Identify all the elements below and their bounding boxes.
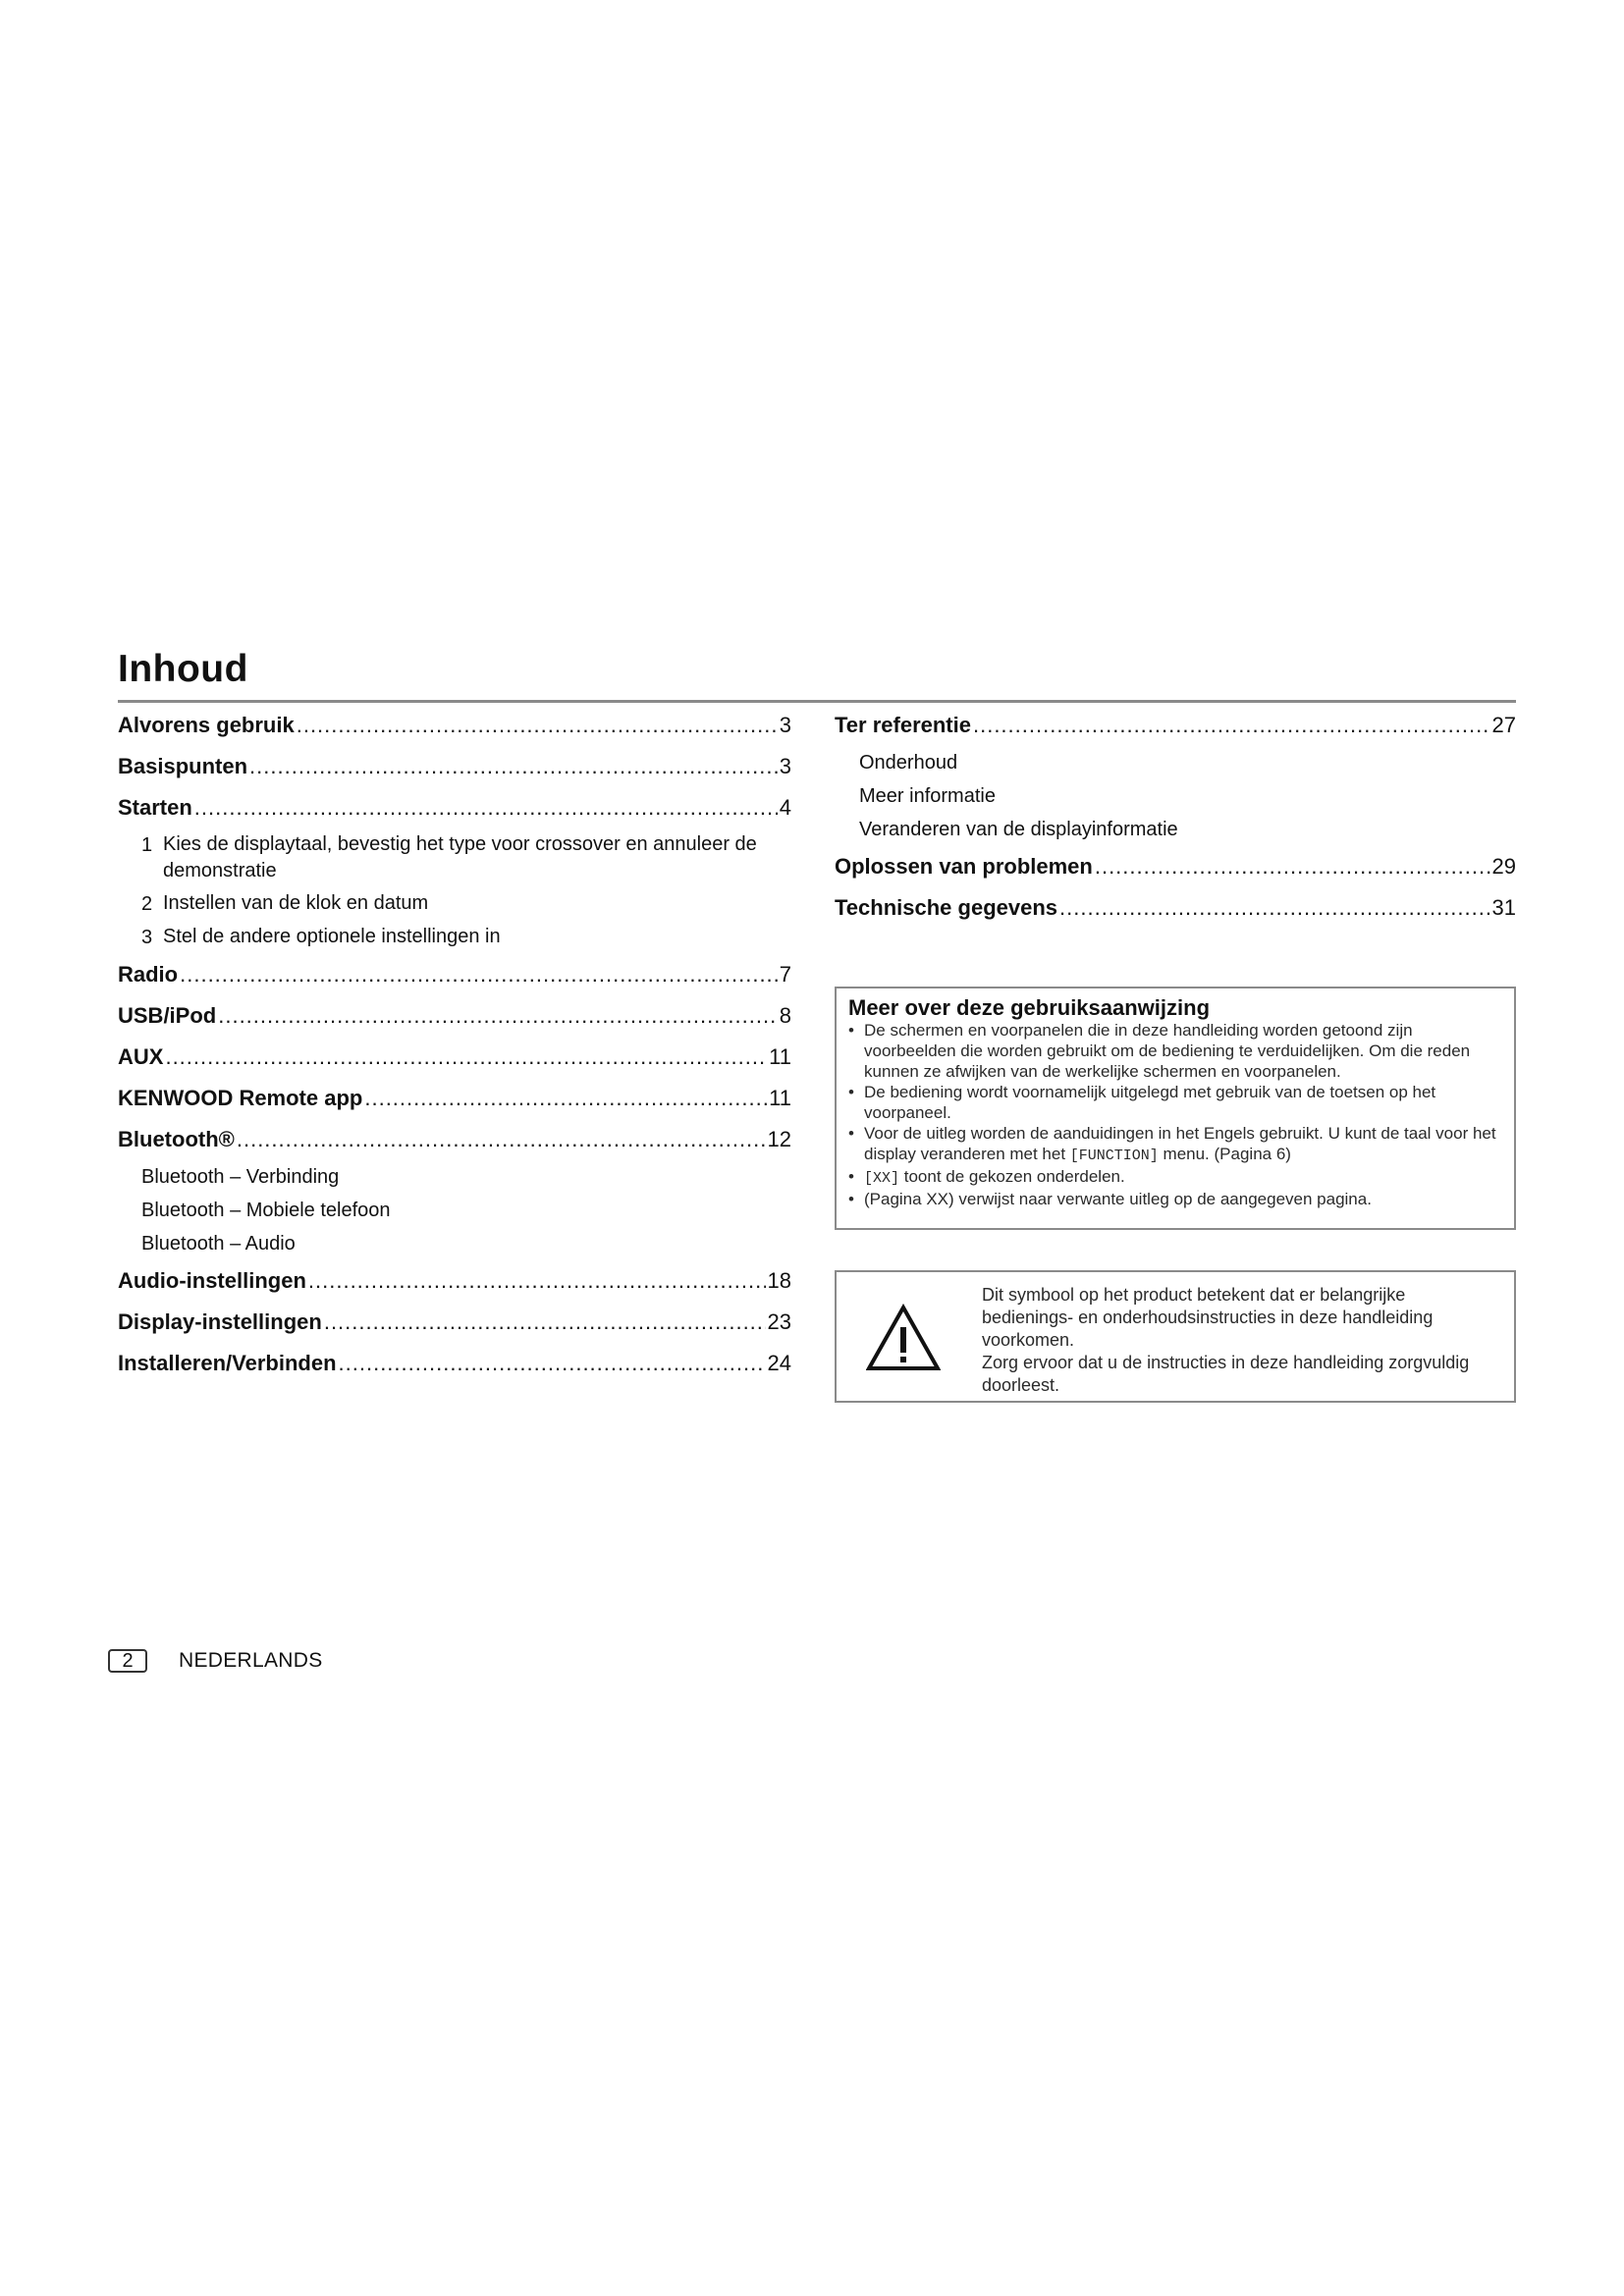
subentry-text: Kies de displaytaal, bevestig het type voor crossover en annuleer de demonstratie: [163, 833, 757, 881]
toc-entry[interactable]: [118, 1343, 791, 1384]
leader-dots: [249, 746, 778, 787]
function-key-label: [FUNCTION]: [1069, 1148, 1159, 1164]
toc-entry-label: Technische gegevens: [835, 895, 1058, 920]
toc-entry-page: 18: [767, 1268, 791, 1293]
info-text: menu. (Pagina 6): [1158, 1145, 1291, 1163]
toc-entry[interactable]: [835, 705, 1516, 746]
toc-subentry[interactable]: [118, 828, 791, 887]
toc-entry-page: 31: [1491, 895, 1516, 920]
toc-entry-label: Oplossen van problemen: [835, 854, 1093, 879]
toc-entry[interactable]: [118, 1078, 791, 1119]
toc-entry[interactable]: [835, 846, 1516, 887]
toc-subentry[interactable]: Veranderen van de displayinformatie: [859, 819, 1178, 840]
info-bullet: • De schermen en voorpanelen die in deze handleiding worden getoond zijn voorbeelden die worden gebruikt om de bediening te verduidelijken. Om die reden kunnen ze afwijken van de werkelijke schermen en voorpanelen.: [848, 1020, 1501, 1082]
toc-entry-label: USB/iPod: [118, 1003, 217, 1028]
page-footer: [108, 1649, 323, 1673]
toc-entry-page: 4: [779, 795, 791, 820]
toc-entry[interactable]: [118, 787, 791, 828]
toc-entry[interactable]: [118, 705, 791, 746]
toc-entry-page: 7: [779, 962, 791, 987]
key-placeholder-label: [XX]: [864, 1170, 900, 1187]
toc-subentry[interactable]: Bluetooth – Verbinding: [141, 1166, 340, 1188]
toc-subentry[interactable]: Meer informatie: [859, 785, 996, 807]
warning-line: Dit symbool op het product betekent dat er belangrijke bedienings- en onderhoudsinstructies in deze handleiding voorkomen.: [982, 1285, 1434, 1350]
toc-entry-label: Installeren/Verbinden: [118, 1351, 337, 1375]
subentry-number: 2: [141, 893, 153, 915]
leader-dots: [364, 1078, 767, 1119]
toc-entry-label: Ter referentie: [835, 713, 971, 737]
info-bullet: [848, 1166, 1501, 1189]
toc-entry[interactable]: [835, 887, 1516, 929]
leader-dots: [1095, 846, 1490, 887]
toc-entry-page: 29: [1491, 854, 1516, 879]
toc-entry-page: 3: [779, 754, 791, 778]
leader-dots: [324, 1302, 766, 1343]
leader-dots: [237, 1119, 766, 1160]
toc-entry-label: Basispunten: [118, 754, 248, 778]
toc-entry-page: 11: [769, 1086, 791, 1110]
toc-entry-label: Radio: [118, 962, 179, 987]
info-box-title: Meer over deze gebruiksaanwijzing: [848, 995, 1211, 1020]
leader-dots: [180, 954, 778, 995]
leader-dots: [194, 787, 778, 828]
manual-info-box: [835, 987, 1516, 1230]
info-box-list: [848, 1020, 1501, 1209]
subentry-number: 3: [141, 927, 153, 948]
toc-right-column: [835, 705, 1516, 929]
toc-entry-page: 23: [767, 1309, 791, 1334]
leader-dots: [297, 705, 778, 746]
toc-entry-label: Starten: [118, 795, 192, 820]
toc-entry[interactable]: [118, 1260, 791, 1302]
toc-subentry[interactable]: [118, 921, 791, 954]
info-bullet: • De bediening wordt voornamelijk uitgelegd met gebruik van de toetsen op het voorpaneel.: [848, 1082, 1501, 1123]
toc-subentry[interactable]: Bluetooth – Audio: [141, 1233, 296, 1255]
toc-entry-page: 11: [769, 1044, 791, 1069]
leader-dots: [165, 1037, 767, 1078]
leader-dots: [973, 705, 1490, 746]
toc-entry-page: 8: [779, 1003, 791, 1028]
toc-entry-label: Audio-instellingen: [118, 1268, 306, 1293]
page-number: 2: [108, 1649, 147, 1673]
toc-entry-label: Alvorens gebruik: [118, 713, 295, 737]
info-bullet: [848, 1123, 1501, 1166]
toc-entry-page: 27: [1491, 713, 1516, 737]
leader-dots: [218, 995, 778, 1037]
toc-entry[interactable]: [118, 746, 791, 787]
toc-subentry[interactable]: [118, 887, 791, 921]
info-bullet: • (Pagina XX) verwijst naar verwante uitleg op de aangegeven pagina.: [848, 1189, 1501, 1209]
leader-dots: [1059, 887, 1490, 929]
page-title: Inhoud: [118, 648, 248, 690]
warning-text: [982, 1284, 1492, 1397]
toc-entry[interactable]: [118, 1119, 791, 1160]
toc-entry-label: Bluetooth®: [118, 1127, 235, 1151]
subentry-text: Stel de andere optionele instellingen in: [163, 926, 501, 947]
toc-entry-label: KENWOOD Remote app: [118, 1086, 363, 1110]
toc-entry-label: AUX: [118, 1044, 164, 1069]
warning-box: [835, 1270, 1516, 1403]
subentry-text: Instellen van de klok en datum: [163, 892, 429, 914]
toc-left-column: [118, 705, 791, 1384]
warning-line: Zorg ervoor dat u de instructies in deze handleiding zorgvuldig doorleest.: [982, 1353, 1470, 1395]
leader-dots: [339, 1343, 766, 1384]
toc-entry-page: 24: [767, 1351, 791, 1375]
title-divider: [118, 700, 1516, 703]
toc-subentry[interactable]: Onderhoud: [859, 752, 958, 774]
leader-dots: [308, 1260, 766, 1302]
toc-entry[interactable]: [118, 995, 791, 1037]
toc-entry[interactable]: [118, 1037, 791, 1078]
toc-entry-label: Display-instellingen: [118, 1309, 322, 1334]
toc-entry-page: 12: [767, 1127, 791, 1151]
toc-entry[interactable]: [118, 1302, 791, 1343]
toc-entry-page: 3: [779, 713, 791, 737]
info-text: Voor de uitleg worden de aanduidingen in het Engels gebruikt. U kunt de taal voor het display veranderen met het: [864, 1124, 1496, 1163]
toc-entry[interactable]: [118, 954, 791, 995]
warning-triangle-icon: [866, 1304, 941, 1372]
language-label: NEDERLANDS: [179, 1649, 323, 1672]
info-text: toont de gekozen onderdelen.: [899, 1167, 1125, 1186]
toc-subentry[interactable]: Bluetooth – Mobiele telefoon: [141, 1200, 391, 1221]
subentry-number: 1: [141, 834, 153, 856]
